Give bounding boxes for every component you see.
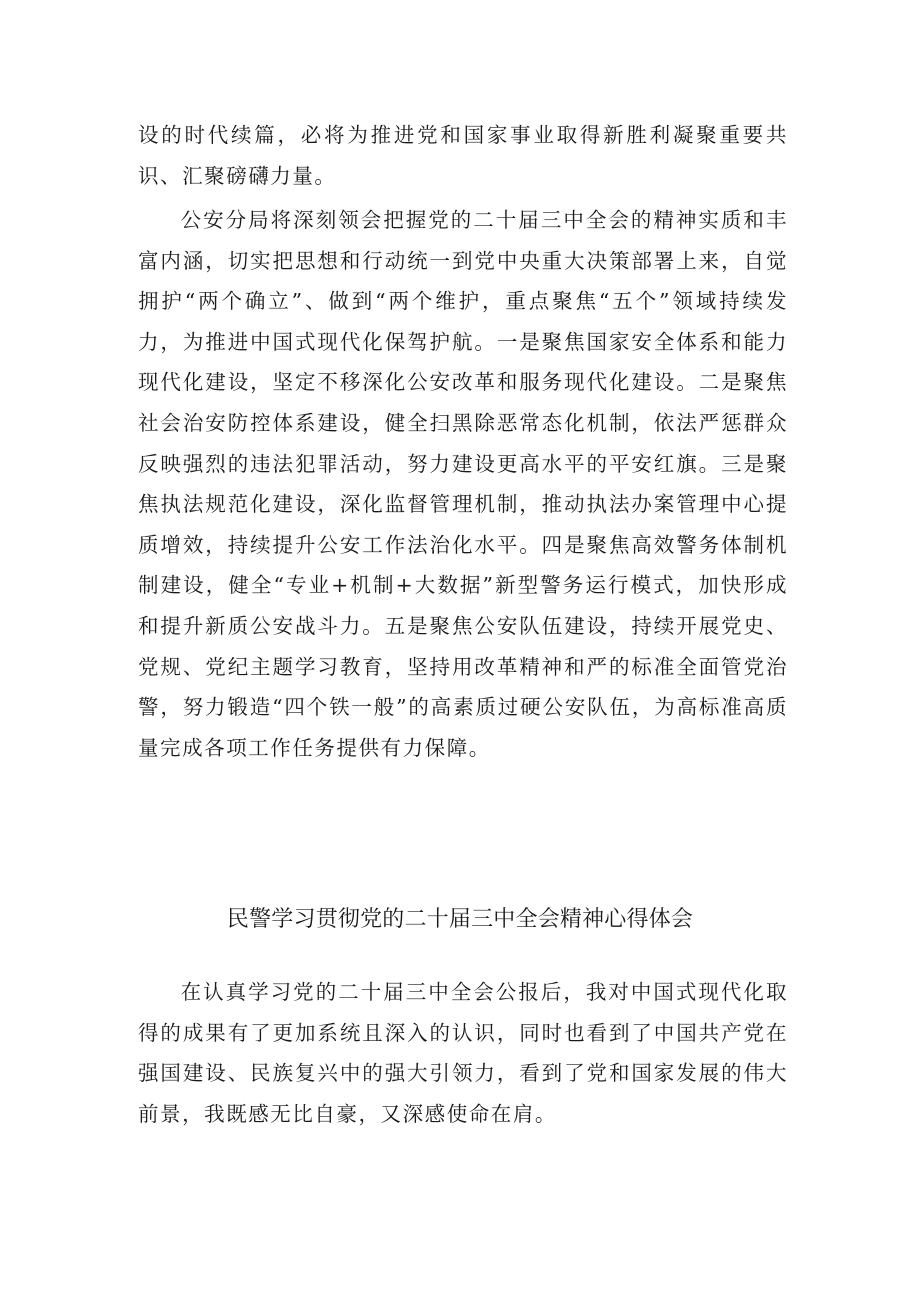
paragraph-police-bureau-focus: 公安分局将深刻领会把握党的二十届三中全会的精神实质和丰富内涵，切实把思想和行动统一到党中央重大决策部署上来，自觉拥护“两个确立”、做到“两个维护，重点聚焦“五个”领域持续发力，为推进中国式现代化保驾护航。一是聚焦国家安全体系和能力现代化建设，坚定不移深化公安改革和服务现代化建设。二是聚焦社会治安防控体系建设，健全扫黑除恶常态化机制，依法严惩群众反映强烈的违法犯罪活动，努力建设更高水平的平安红旗。三是聚焦执法规范化建设，深化监督管理机制，推动执法办案管理中心提质增效，持续提升公安工作法治化水平。四是聚焦高效警务体制机制建设，健全“专业+机制+大数据”新型警务运行模式，加快形成和提升新质公安战斗力。五是聚焦公安队伍建设，持续开展党史、党规、党纪主题学习教育，坚持用改革精神和严的标准全面管党治警，努力锻造“四个铁一般”的高素质过硬公安队伍，为高标准高质量完成各项工作任务提供有力保障。 — [138, 208, 788, 760]
paragraph-continuation: 设的时代续篇，必将为推进党和国家事业取得新胜利凝聚重要共识、汇聚磅礴力量。 — [138, 123, 788, 188]
paragraph-study-reflection: 在认真学习党的二十届三中全会公报后，我对中国式现代化取得的成果有了更加系统且深入的认识，同时也看到了中国共产党在强国建设、民族复兴中的强大引领力，看到了党和国家发展的伟大前景，我既感无比自豪，又深感使命在肩。 — [138, 980, 788, 1126]
section-title: 民警学习贯彻党的二十届三中全会精神心得体会 — [226, 907, 694, 932]
